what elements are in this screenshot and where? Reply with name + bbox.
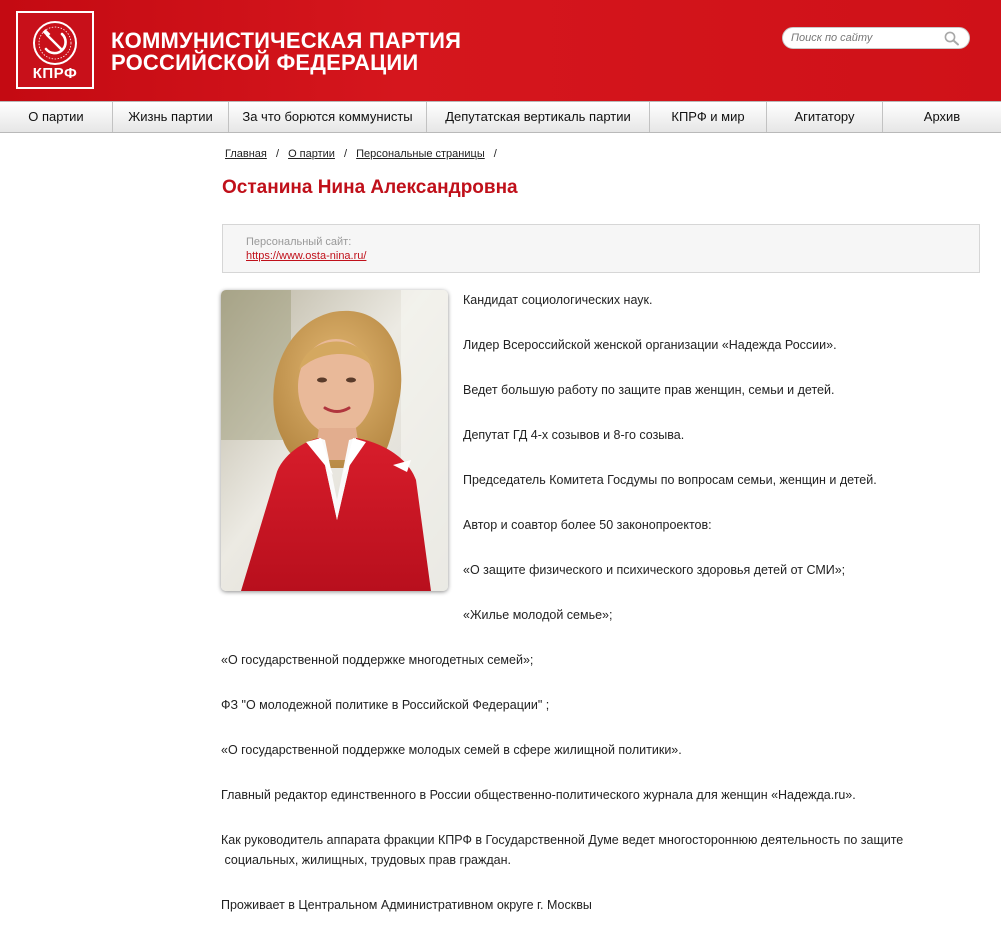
bio-paragraph: Автор и соавтор более 50 законопроектов:	[463, 518, 712, 532]
bio-paragraph: «О государственной поддержке многодетных семей»;	[221, 653, 534, 667]
portrait-illustration	[221, 290, 448, 591]
bio-paragraph: «О государственной поддержке молодых семей в сфере жилищной политики».	[221, 743, 682, 757]
site-title-line1: КОММУНИСТИЧЕСКАЯ ПАРТИЯ	[111, 28, 462, 53]
nav-item-deputy-vertical[interactable]: Депутатская вертикаль партии	[427, 102, 650, 132]
bio-paragraph: «Жилье молодой семье»;	[463, 608, 613, 622]
nav-item-party-life[interactable]: Жизнь партии	[113, 102, 229, 132]
breadcrumb-home[interactable]: Главная	[225, 148, 267, 160]
search-input[interactable]	[791, 30, 941, 46]
bio-paragraph: ФЗ "О молодежной политике в Российской Федерации" ;	[221, 698, 550, 712]
site-title[interactable]	[111, 30, 461, 74]
search-box	[782, 27, 970, 49]
site-title-line2: РОССИЙСКОЙ ФЕДЕРАЦИИ	[111, 50, 419, 75]
breadcrumb-separator: /	[344, 148, 348, 160]
nav-item-about[interactable]: О партии	[0, 102, 113, 132]
bio-paragraph-line1: Как руководитель аппарата фракции КПРФ в Государственной Думе ведет многостороннюю деятельность по защите	[221, 833, 904, 847]
personal-site-link[interactable]: https://www.osta-nina.ru/	[246, 250, 367, 262]
breadcrumb-separator: /	[275, 148, 279, 160]
nav-item-kprf-world[interactable]: КПРФ и мир	[650, 102, 767, 132]
breadcrumb-separator: /	[493, 148, 497, 160]
bio-paragraph: Проживает в Центральном Административном округе г. Москвы	[221, 898, 592, 912]
bio-paragraph: «О защите физического и психического здоровья детей от СМИ»;	[463, 563, 846, 577]
breadcrumb-personal-pages[interactable]: Персональные страницы	[356, 148, 485, 160]
logo-text: КПРФ	[32, 65, 78, 82]
nav-item-what-we-fight-for[interactable]: За что борются коммунисты	[229, 102, 427, 132]
bio-paragraph: Кандидат социологических наук.	[463, 293, 653, 307]
breadcrumb-about[interactable]: О партии	[288, 148, 335, 160]
personal-site-label: Персональный сайт:	[246, 236, 352, 248]
bio-paragraph: Депутат ГД 4-х созывов и 8-го созыва.	[463, 428, 685, 442]
bio-paragraph-line2: социальных, жилищных, трудовых прав граждан.	[221, 853, 511, 867]
kprf-logo[interactable]	[16, 11, 94, 89]
bio-paragraph: Председатель Комитета Госдумы по вопросам семьи, женщин и детей.	[463, 473, 877, 487]
main-nav	[0, 101, 1001, 133]
site-header	[0, 0, 1001, 101]
hammer-sickle-emblem-icon	[31, 19, 79, 67]
bio-paragraph: Лидер Всероссийской женской организации «Надежда России».	[463, 338, 837, 352]
page-title: Останина Нина Александровна	[222, 177, 518, 198]
nav-item-agitator[interactable]: Агитатору	[767, 102, 883, 132]
breadcrumb	[225, 148, 503, 160]
personal-site-box	[222, 224, 980, 273]
portrait-photo	[221, 290, 448, 591]
search-icon[interactable]	[943, 30, 961, 46]
nav-item-archive[interactable]: Архив	[923, 109, 961, 124]
bio-paragraph: Главный редактор единственного в России общественно-политического журнала для женщин «Надежда.ru».	[221, 788, 856, 802]
bio-paragraph: Ведет большую работу по защите прав женщин, семьи и детей.	[463, 383, 835, 397]
